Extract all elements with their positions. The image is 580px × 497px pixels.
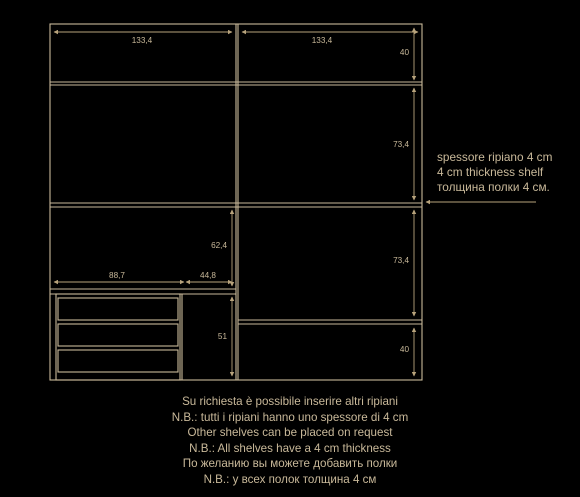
dim-top-left: 133,4 — [131, 36, 153, 45]
dim-left-compartment: 62,4 — [211, 241, 227, 250]
drawer-unit — [56, 294, 180, 380]
footer-note-line: Other shelves can be placed on request — [187, 426, 393, 440]
dim-right-compartment: 73,4 — [393, 256, 409, 265]
dim-top-band: 40 — [399, 48, 409, 57]
dim-top-right: 133,4 — [311, 36, 333, 45]
footer-note-line: Su richiesta è possibile inserire altri ripiani — [182, 395, 398, 408]
drawer-2 — [58, 324, 178, 346]
footer-note-line: N.B.: tutti i ripiani hanno uno spessore di 4 cm — [171, 410, 409, 424]
shelf-note-english: 4 cm thickness shelf — [437, 165, 544, 179]
shelf-thickness-note — [437, 150, 552, 195]
footer-notes — [0, 394, 580, 488]
drawer-3 — [58, 350, 178, 372]
footer-note-line: N.B.: у всех полок толщина 4 см — [203, 472, 377, 486]
footer-note-line: N.B.: All shelves have a 4 cm thickness — [189, 441, 391, 455]
footer-note-line: По желанию вы можете добавить полки — [182, 457, 398, 471]
shelf-note-italian: spessore ripiano 4 cm — [437, 150, 553, 164]
dim-middle-band: 73,4 — [393, 140, 409, 149]
shelf-note-russian: толщина полки 4 см. — [437, 180, 550, 194]
dim-desk-gap: 44,8 — [200, 271, 216, 280]
drawer-1 — [58, 298, 178, 320]
dim-drawer-unit: 51 — [217, 332, 227, 341]
dim-desk: 88,7 — [109, 271, 125, 280]
dim-bottom-right: 40 — [399, 345, 409, 354]
